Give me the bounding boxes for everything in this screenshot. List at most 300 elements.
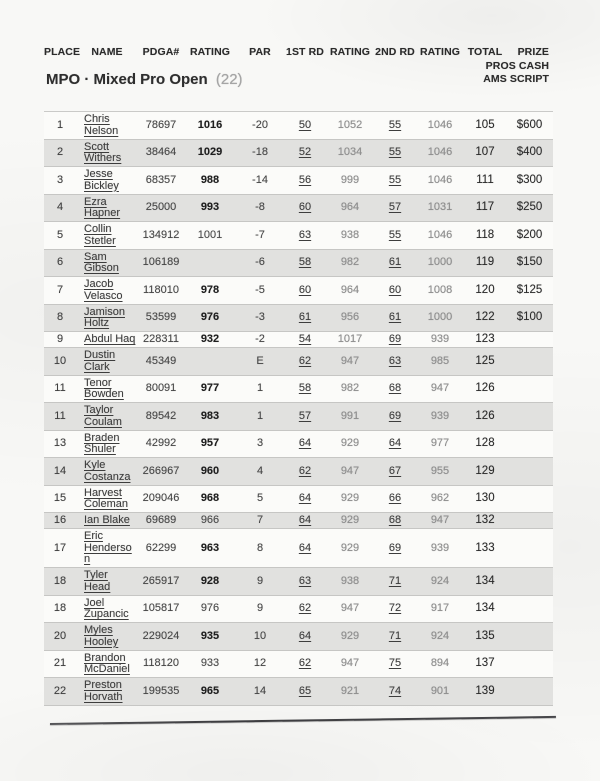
table-row	[44, 513, 553, 529]
prize-header-stack	[483, 46, 549, 87]
round1-score-link[interactable]: 58	[298, 256, 312, 269]
player-name-link[interactable]: Brandon McDaniel	[84, 651, 130, 675]
round2-rating-cell: 1046	[416, 167, 464, 195]
round1-score-cell	[284, 623, 326, 651]
round2-score-cell	[374, 458, 416, 486]
place-cell: 11	[44, 375, 76, 403]
col-header-total: TOTAL	[467, 46, 503, 58]
total-cell: 135	[464, 623, 506, 651]
round2-rating-cell: 939	[416, 529, 464, 568]
player-name-link[interactable]: Abdul Haq	[84, 333, 136, 345]
prize-cell	[506, 678, 553, 706]
prize-cell	[506, 513, 553, 529]
round1-score-cell	[284, 277, 326, 305]
round1-rating-cell: 929	[326, 513, 374, 529]
par-cell: 4	[236, 458, 284, 486]
player-name-cell	[76, 112, 138, 140]
round1-score-cell	[284, 112, 326, 140]
round2-score-cell	[374, 623, 416, 651]
round1-score-cell	[284, 304, 326, 332]
place-cell: 18	[44, 595, 76, 623]
round1-rating-cell: 947	[326, 650, 374, 678]
round2-score-link[interactable]: 57	[388, 201, 402, 214]
round1-score-cell	[284, 595, 326, 623]
round2-score-link[interactable]: 60	[388, 283, 402, 296]
round2-score-link[interactable]: 64	[388, 437, 402, 450]
player-name-link[interactable]: Taylor Coulam	[84, 404, 122, 428]
round2-rating-cell: 901	[416, 678, 464, 706]
total-cell: 123	[464, 332, 506, 348]
player-name-link[interactable]: Chris Nelson	[84, 113, 119, 137]
results-body	[44, 112, 553, 706]
player-name-link[interactable]: Sam Gibson	[84, 250, 119, 274]
prize-cell: $125	[506, 277, 553, 305]
round2-score-link[interactable]: 67	[388, 464, 402, 477]
player-name-link[interactable]: Eric Henderson	[84, 530, 132, 565]
prize-cell: $300	[506, 167, 553, 195]
footer-divider-line	[50, 715, 556, 724]
place-cell: 18	[44, 568, 76, 596]
prize-cell: $150	[506, 249, 553, 277]
pdga-number-cell: 106189	[138, 249, 184, 277]
round2-rating-cell: 955	[416, 458, 464, 486]
table-row	[44, 375, 553, 403]
player-name-link[interactable]: Preston Horvath	[84, 679, 123, 703]
round1-score-cell	[284, 249, 326, 277]
player-rating-cell: 933	[184, 650, 236, 678]
round2-score-link[interactable]: 66	[388, 492, 402, 505]
total-cell: 107	[464, 139, 506, 167]
round2-score-link[interactable]: 55	[388, 118, 402, 131]
prize-cell	[506, 375, 553, 403]
round1-score-link[interactable]: 58	[298, 382, 312, 395]
round2-score-cell	[374, 678, 416, 706]
total-cell: 134	[464, 595, 506, 623]
player-rating-cell: 1029	[184, 139, 236, 167]
player-name-cell	[76, 678, 138, 706]
round1-score-cell	[284, 403, 326, 431]
table-row	[44, 678, 553, 706]
par-cell: 8	[236, 529, 284, 568]
prize-cell	[506, 485, 553, 513]
table-row	[44, 529, 553, 568]
player-name-link[interactable]: Collin Stetler	[84, 223, 116, 247]
round2-rating-cell: 924	[416, 623, 464, 651]
round1-score-cell	[284, 348, 326, 376]
par-cell: 9	[236, 568, 284, 596]
player-name-cell	[76, 458, 138, 486]
place-cell: 2	[44, 139, 76, 167]
par-cell: 10	[236, 623, 284, 651]
par-cell: 7	[236, 513, 284, 529]
round2-score-cell	[374, 304, 416, 332]
total-cell: 139	[464, 678, 506, 706]
round2-score-link[interactable]: 71	[388, 629, 402, 642]
table-row	[44, 458, 553, 486]
col-header-pdga: PDGA#	[142, 46, 180, 58]
round1-score-link[interactable]: 50	[298, 118, 312, 131]
prize-cell	[506, 332, 553, 348]
round1-score-link[interactable]: 64	[298, 629, 312, 642]
round2-score-link[interactable]: 74	[388, 684, 402, 697]
total-cell: 126	[464, 375, 506, 403]
round2-rating-cell: 1046	[416, 139, 464, 167]
round1-score-cell	[284, 568, 326, 596]
table-row	[44, 403, 553, 431]
place-cell: 4	[44, 194, 76, 222]
total-cell: 111	[464, 167, 506, 195]
round2-rating-cell: 894	[416, 650, 464, 678]
round2-rating-cell: 939	[416, 332, 464, 348]
prize-cell	[506, 595, 553, 623]
col-header-rating: RATING	[189, 46, 231, 58]
table-row	[44, 249, 553, 277]
round1-rating-cell: 938	[326, 222, 374, 250]
round2-score-cell	[374, 568, 416, 596]
prize-cell	[506, 568, 553, 596]
round1-rating-cell: 982	[326, 375, 374, 403]
round1-score-cell	[284, 167, 326, 195]
place-cell: 20	[44, 623, 76, 651]
round1-score-link[interactable]: 60	[298, 201, 312, 214]
total-cell: 120	[464, 277, 506, 305]
player-name-cell	[76, 568, 138, 596]
prize-cell	[506, 623, 553, 651]
pdga-number-cell: 134912	[138, 222, 184, 250]
round2-score-cell	[374, 348, 416, 376]
prize-cell	[506, 529, 553, 568]
player-rating-cell: 1001	[184, 222, 236, 250]
round2-score-link[interactable]: 68	[388, 514, 402, 526]
pdga-number-cell: 89542	[138, 403, 184, 431]
par-cell: 12	[236, 650, 284, 678]
player-rating-cell: 983	[184, 403, 236, 431]
pdga-number-cell: 118010	[138, 277, 184, 305]
round2-score-cell	[374, 485, 416, 513]
pros-cash-label: PROS CASH	[485, 59, 549, 72]
player-name-cell	[76, 304, 138, 332]
table-row	[44, 277, 553, 305]
pdga-number-cell: 42992	[138, 430, 184, 458]
col-header-rd1: 1ST RD	[286, 46, 324, 58]
division-title-text: MPO · Mixed Pro Open	[46, 71, 208, 88]
round1-score-link[interactable]: 62	[298, 657, 312, 670]
round2-score-cell	[374, 222, 416, 250]
round2-score-cell	[374, 112, 416, 140]
prize-cell	[506, 348, 553, 376]
round2-score-link[interactable]: 63	[388, 354, 402, 367]
round1-rating-cell: 956	[326, 304, 374, 332]
table-row	[44, 348, 553, 376]
par-cell: -5	[236, 277, 284, 305]
player-name-link[interactable]: Dustin Clark	[84, 349, 116, 373]
round2-score-link[interactable]: 71	[388, 574, 402, 587]
round2-rating-cell: 1008	[416, 277, 464, 305]
round1-score-link[interactable]: 65	[298, 684, 312, 697]
player-rating-cell: 960	[184, 458, 236, 486]
round2-rating-cell: 1031	[416, 194, 464, 222]
pdga-number-cell: 209046	[138, 485, 184, 513]
place-cell: 21	[44, 650, 76, 678]
pdga-number-cell: 229024	[138, 623, 184, 651]
player-rating-cell: 928	[184, 568, 236, 596]
col-header-name: NAME	[91, 46, 123, 58]
round1-score-cell	[284, 485, 326, 513]
round1-score-link[interactable]: 64	[298, 437, 312, 450]
round2-score-link[interactable]: 72	[388, 602, 402, 615]
table-row	[44, 650, 553, 678]
round2-score-link[interactable]: 61	[388, 256, 402, 269]
par-cell: 14	[236, 678, 284, 706]
place-cell: 17	[44, 529, 76, 568]
player-name-link[interactable]: Braden Shuler	[84, 431, 120, 455]
table-row	[44, 167, 553, 195]
player-name-link[interactable]: Joel Zupancic	[84, 596, 129, 620]
table-row	[44, 112, 553, 140]
player-name-cell	[76, 650, 138, 678]
total-cell: 137	[464, 650, 506, 678]
round1-score-cell	[284, 332, 326, 348]
player-name-link[interactable]: Harvest Coleman	[84, 486, 129, 510]
pdga-number-cell: 53599	[138, 304, 184, 332]
round1-score-link[interactable]: 62	[298, 354, 312, 367]
total-cell: 129	[464, 458, 506, 486]
prize-cell	[506, 403, 553, 431]
round1-score-cell	[284, 430, 326, 458]
table-row	[44, 623, 553, 651]
player-name-link[interactable]: Scott Withers	[84, 140, 122, 164]
round2-score-cell	[374, 332, 416, 348]
round1-score-link[interactable]: 62	[298, 464, 312, 477]
table-row	[44, 139, 553, 167]
results-table	[44, 111, 553, 706]
total-cell: 119	[464, 249, 506, 277]
round1-score-cell	[284, 375, 326, 403]
table-row	[44, 485, 553, 513]
round1-rating-cell: 1052	[326, 112, 374, 140]
round1-score-cell	[284, 678, 326, 706]
par-cell: -7	[236, 222, 284, 250]
player-name-link[interactable]: Tyler Head	[84, 569, 111, 593]
round2-score-cell	[374, 375, 416, 403]
round1-score-link[interactable]: 54	[298, 333, 312, 345]
total-cell: 128	[464, 430, 506, 458]
col-header-par: PAR	[249, 46, 271, 58]
round1-rating-cell: 999	[326, 167, 374, 195]
round2-rating-cell: 939	[416, 403, 464, 431]
round2-rating-cell: 977	[416, 430, 464, 458]
round2-score-link[interactable]: 55	[388, 173, 402, 186]
player-name-link[interactable]: Ezra Hapner	[84, 195, 121, 219]
player-name-link[interactable]: Tenor Bowden	[84, 376, 124, 400]
par-cell: -18	[236, 139, 284, 167]
player-name-cell	[76, 430, 138, 458]
table-row	[44, 595, 553, 623]
prize-cell: $100	[506, 304, 553, 332]
player-name-cell	[76, 529, 138, 568]
total-cell: 126	[464, 403, 506, 431]
round1-rating-cell: 964	[326, 194, 374, 222]
round2-rating-cell: 1046	[416, 112, 464, 140]
pdga-number-cell: 69689	[138, 513, 184, 529]
pdga-number-cell: 45349	[138, 348, 184, 376]
total-cell: 118	[464, 222, 506, 250]
round1-score-link[interactable]: 57	[298, 409, 312, 422]
player-name-link[interactable]: Jacob Velasco	[84, 278, 123, 302]
player-name-cell	[76, 139, 138, 167]
par-cell: -3	[236, 304, 284, 332]
place-cell: 5	[44, 222, 76, 250]
pdga-number-cell: 228311	[138, 332, 184, 348]
round1-score-cell	[284, 650, 326, 678]
place-cell: 8	[44, 304, 76, 332]
player-rating-cell: 968	[184, 485, 236, 513]
round2-score-link[interactable]: 69	[388, 333, 402, 345]
round2-score-cell	[374, 139, 416, 167]
round1-rating-cell: 929	[326, 529, 374, 568]
round2-score-link[interactable]: 68	[388, 382, 402, 395]
player-name-cell	[76, 595, 138, 623]
round1-score-link[interactable]: 63	[298, 574, 312, 587]
player-rating-cell	[184, 348, 236, 376]
round2-score-cell	[374, 167, 416, 195]
player-rating-cell: 978	[184, 277, 236, 305]
player-rating-cell: 963	[184, 529, 236, 568]
place-cell: 11	[44, 403, 76, 431]
place-cell: 14	[44, 458, 76, 486]
player-name-link[interactable]: Kyle Costanza	[84, 459, 131, 483]
player-name-cell	[76, 222, 138, 250]
round2-score-cell	[374, 403, 416, 431]
round1-rating-cell: 947	[326, 595, 374, 623]
pdga-number-cell: 105817	[138, 595, 184, 623]
player-rating-cell: 993	[184, 194, 236, 222]
round1-score-link[interactable]: 64	[298, 514, 312, 526]
par-cell: 1	[236, 403, 284, 431]
round1-rating-cell: 982	[326, 249, 374, 277]
place-cell: 15	[44, 485, 76, 513]
prize-cell	[506, 650, 553, 678]
round2-score-link[interactable]: 61	[388, 311, 402, 324]
total-cell: 117	[464, 194, 506, 222]
round1-rating-cell: 947	[326, 348, 374, 376]
round1-score-link[interactable]: 60	[298, 283, 312, 296]
round2-rating-cell: 947	[416, 513, 464, 529]
pdga-number-cell: 78697	[138, 112, 184, 140]
pdga-number-cell: 118120	[138, 650, 184, 678]
player-rating-cell: 935	[184, 623, 236, 651]
par-cell: -20	[236, 112, 284, 140]
total-cell: 105	[464, 112, 506, 140]
player-name-cell	[76, 485, 138, 513]
table-row	[44, 332, 553, 348]
prize-cell: $250	[506, 194, 553, 222]
place-cell: 7	[44, 277, 76, 305]
round2-score-cell	[374, 513, 416, 529]
round1-score-cell	[284, 139, 326, 167]
place-cell: 3	[44, 167, 76, 195]
round1-score-link[interactable]: 64	[298, 492, 312, 505]
round1-score-link[interactable]: 64	[298, 541, 312, 554]
table-row	[44, 194, 553, 222]
round1-score-cell	[284, 222, 326, 250]
round2-score-link[interactable]: 75	[388, 657, 402, 670]
round1-score-cell	[284, 194, 326, 222]
round2-score-link[interactable]: 55	[388, 228, 402, 241]
round2-score-cell	[374, 430, 416, 458]
player-rating-cell: 932	[184, 332, 236, 348]
prize-cell: $200	[506, 222, 553, 250]
round1-score-link[interactable]: 52	[298, 146, 312, 159]
place-cell: 13	[44, 430, 76, 458]
player-name-link[interactable]: Jamison Holtz	[84, 305, 125, 329]
table-row	[44, 430, 553, 458]
player-name-cell	[76, 375, 138, 403]
prize-cell	[506, 458, 553, 486]
player-rating-cell: 977	[184, 375, 236, 403]
col-header-rd2-rating: RATING	[419, 46, 461, 58]
par-cell: 5	[236, 485, 284, 513]
par-cell: 1	[236, 375, 284, 403]
place-cell: 10	[44, 348, 76, 376]
round2-rating-cell: 1000	[416, 249, 464, 277]
par-cell: -2	[236, 332, 284, 348]
player-rating-cell: 957	[184, 430, 236, 458]
round2-score-cell	[374, 650, 416, 678]
player-rating-cell: 988	[184, 167, 236, 195]
round2-score-cell	[374, 194, 416, 222]
table-row	[44, 222, 553, 250]
par-cell: 9	[236, 595, 284, 623]
pdga-number-cell: 25000	[138, 194, 184, 222]
player-name-cell	[76, 348, 138, 376]
round2-rating-cell: 1000	[416, 304, 464, 332]
round2-score-link[interactable]: 69	[388, 409, 402, 422]
round1-score-cell	[284, 529, 326, 568]
round1-score-link[interactable]: 61	[298, 311, 312, 324]
total-cell: 125	[464, 348, 506, 376]
round1-rating-cell: 1034	[326, 139, 374, 167]
round2-score-link[interactable]: 55	[388, 146, 402, 159]
total-cell: 132	[464, 513, 506, 529]
player-name-link[interactable]: Jesse Bickley	[84, 168, 119, 192]
round1-score-link[interactable]: 62	[298, 602, 312, 615]
round2-rating-cell: 1046	[416, 222, 464, 250]
player-name-cell	[76, 513, 138, 529]
player-name-cell	[76, 277, 138, 305]
round2-rating-cell: 947	[416, 375, 464, 403]
player-name-cell	[76, 194, 138, 222]
total-cell: 134	[464, 568, 506, 596]
round1-rating-cell: 921	[326, 678, 374, 706]
player-name-link[interactable]: Myles Hooley	[84, 624, 119, 648]
player-name-cell	[76, 623, 138, 651]
pdga-number-cell: 68357	[138, 167, 184, 195]
player-name-link[interactable]: Ian Blake	[84, 514, 130, 526]
player-rating-cell: 976	[184, 304, 236, 332]
col-header-rd2: 2ND RD	[375, 46, 415, 58]
round1-rating-cell: 938	[326, 568, 374, 596]
par-cell: 3	[236, 430, 284, 458]
round1-score-link[interactable]: 63	[298, 228, 312, 241]
pdga-number-cell: 199535	[138, 678, 184, 706]
round1-rating-cell: 964	[326, 277, 374, 305]
round2-score-link[interactable]: 69	[388, 541, 402, 554]
round1-rating-cell: 929	[326, 430, 374, 458]
player-name-cell	[76, 167, 138, 195]
round1-score-link[interactable]: 56	[298, 173, 312, 186]
player-name-cell	[76, 249, 138, 277]
